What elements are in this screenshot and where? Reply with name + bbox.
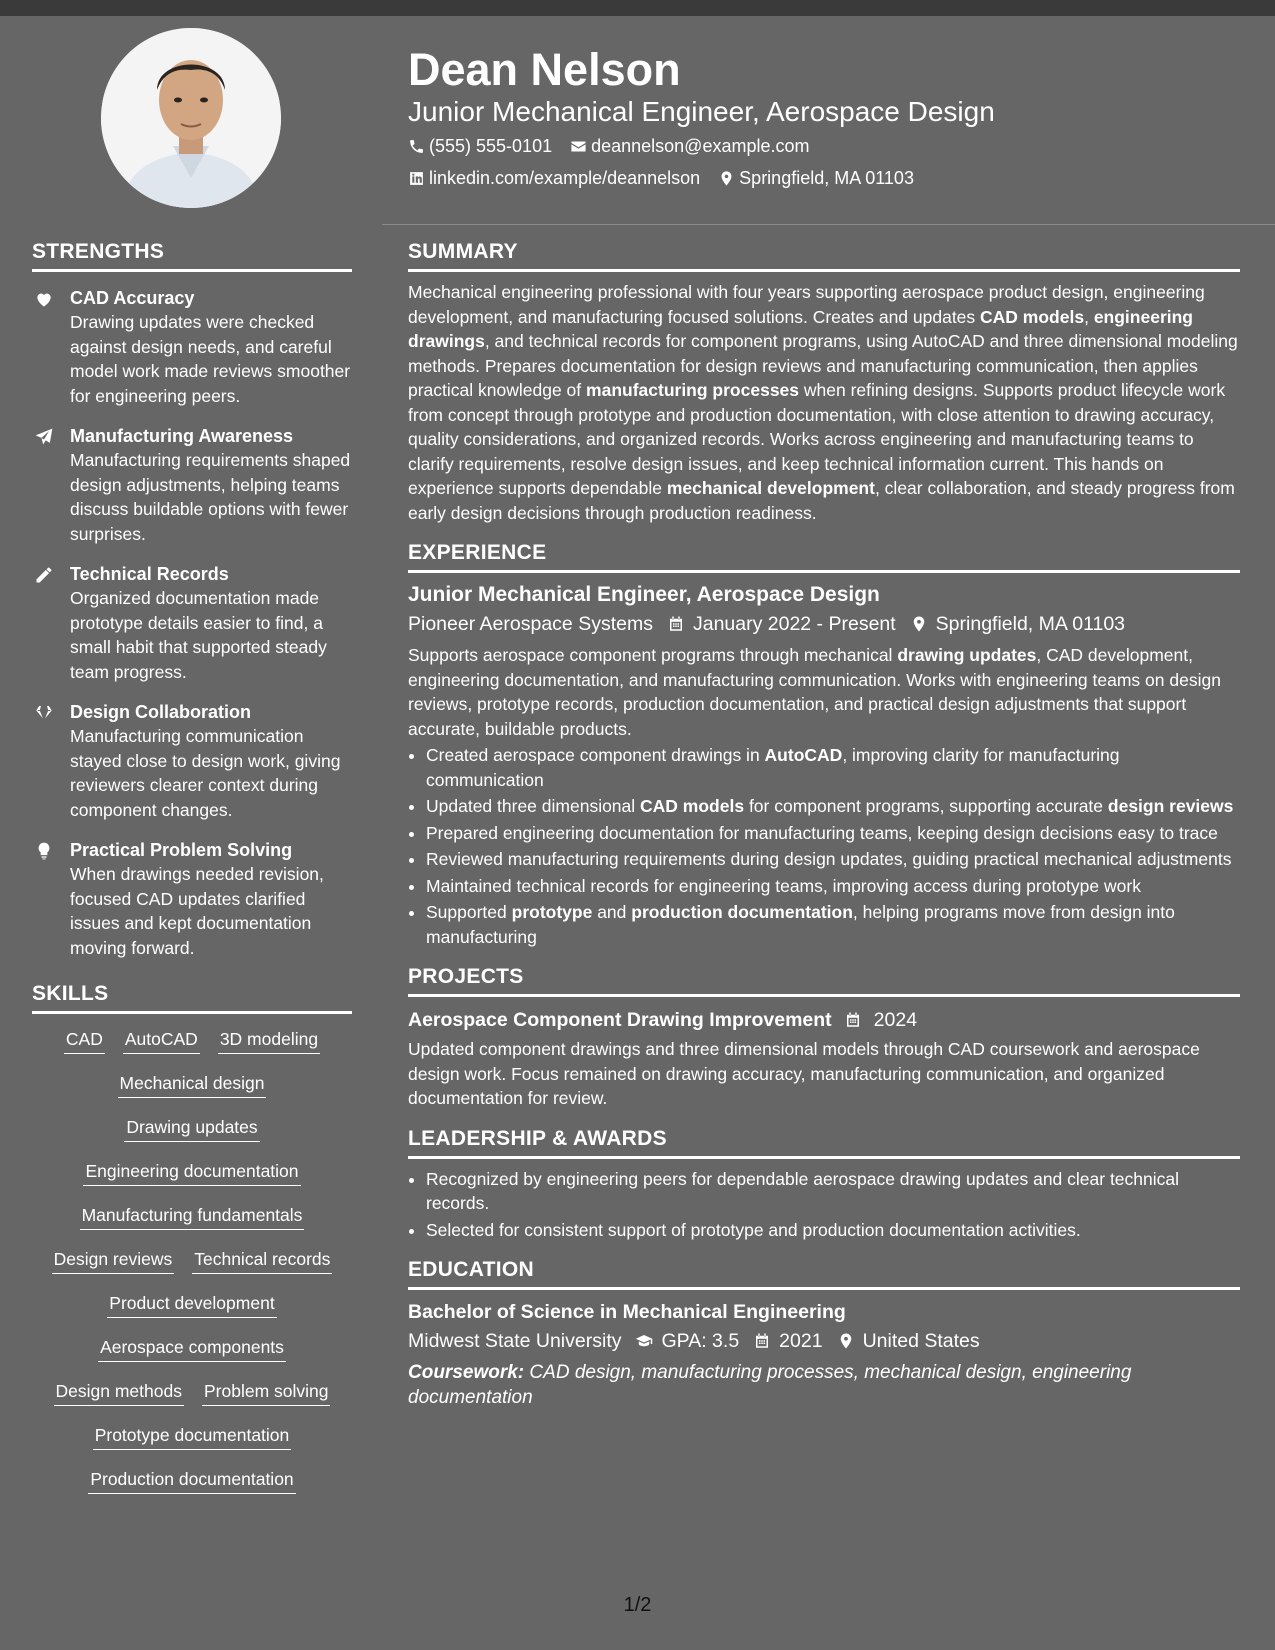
skill-tag: Aerospace components [98,1336,286,1362]
skill-tag: Production documentation [88,1468,295,1494]
text-run: Created aerospace component drawings in [426,745,765,765]
job-bullet [426,794,1240,819]
job-meta [408,609,1240,639]
text-run: Supports aerospace component programs through mechanical [408,645,898,665]
job-dates-text: January 2022 - Present [692,613,896,635]
lightbulb-icon [34,841,54,861]
degree-title: Bachelor of Science in Mechanical Engineering [408,1301,846,1323]
strength-item [32,562,352,684]
job-company [408,609,653,639]
location-text: Springfield, MA 01103 [739,168,914,188]
project-desc: Updated component drawings and three dimensional models through CAD coursework and aerospace design work. Focus remained on drawing accuracy, manufacturing communication, and organized documentation for review. [408,1039,1200,1108]
skill-tag: CAD [64,1028,105,1054]
strength-item [32,286,352,408]
job-dates [667,609,896,639]
strength-icon-wrap [32,562,70,684]
skill-tag: Mechanical design [118,1072,267,1098]
bold-text: production documentation [631,902,853,922]
skill-row [32,1468,352,1494]
skill-tag: Prototype documentation [93,1424,292,1450]
text-run: Reviewed manufacturing requirements during design updates, guiding practical mechanical adjustments [426,849,1232,869]
gpa-text: GPA: 3.5 [661,1330,740,1352]
skill-row [32,1380,352,1406]
bold-text: drawing updates [897,645,1037,665]
projects-heading: PROJECTS [408,965,1240,997]
linkedin-text[interactable]: linkedin.com/example/deannelson [429,168,701,188]
strength-desc: Drawing updates were checked against design needs, and careful model work made reviews smoother for engineering peers. [70,312,351,406]
skill-row [32,1072,352,1098]
summary-text [408,280,1240,525]
heart-icon [34,289,54,309]
education-heading: EDUCATION [408,1258,1240,1290]
linkedin-icon [408,170,425,187]
skills-heading: SKILLS [32,982,352,1014]
leadership-section [408,1127,1240,1243]
skill-tag: Technical records [192,1248,332,1274]
candidate-title: Junior Mechanical Engineer, Aerospace Design [408,96,995,127]
job-bullet [426,847,1240,872]
job-location [910,609,1125,639]
leadership-heading: LEADERSHIP & AWARDS [408,1127,1240,1159]
bold-text: AutoCAD [764,745,843,765]
map-pin-icon [837,1332,855,1350]
leadership-list [408,1167,1240,1243]
strength-title: Practical Problem Solving [70,840,293,860]
coursework-label: Coursework: [408,1362,525,1383]
phone-text[interactable]: (555) 555-0101 [429,136,553,156]
bold-text: design reviews [1107,796,1234,816]
job-bullets [408,743,1240,949]
grad-year [753,1326,822,1356]
education-meta [408,1326,1240,1356]
experience-section [408,541,1240,949]
text-run: , and technical records for component programs, using AutoCAD and three dimensional modeling methods. Prepares documentation for design reviews and manufacturing communication, then applies practical knowledge of [408,331,1238,400]
grad-year-text: 2021 [779,1330,823,1352]
strength-desc: Manufacturing communication stayed close to design work, giving reviewers clearer context during component changes. [70,726,341,820]
strength-icon-wrap [32,700,70,822]
text-run: for component programs, supporting accurate [744,796,1108,816]
text-run: Prepared engineering documentation for manufacturing teams, keeping design decisions easy to trace [426,822,1218,843]
job-bullet [426,874,1240,899]
phone-item [408,134,552,158]
text-run: , [1084,306,1094,327]
skill-tag: Design methods [54,1380,184,1406]
skill-tag: Problem solving [202,1380,331,1406]
location-item [718,166,914,190]
skill-row [32,1424,352,1450]
map-pin-icon [718,170,735,187]
skill-tag: Engineering documentation [83,1160,300,1186]
skill-tag: 3D modeling [218,1028,320,1054]
strength-desc: When drawings needed revision, focused CAD updates clarified issues and kept documentation moving forward. [70,864,324,958]
calendar-icon [844,1011,862,1029]
coursework [408,1360,1240,1410]
skill-row [32,1336,352,1362]
strength-title: CAD Accuracy [70,288,195,308]
candidate-name: Dean Nelson [408,44,681,95]
strength-title: Design Collaboration [70,702,252,722]
skill-tag: AutoCAD [123,1028,200,1054]
bold-text: mechanical development [666,478,875,498]
strength-body [70,838,352,960]
strength-body [70,424,352,546]
project-year: 2024 [873,1009,918,1031]
text-run: , clear collaboration, and steady progress from early design decisions through production readiness. [408,478,1235,523]
contact-row-1 [408,134,810,158]
skill-row [32,1204,352,1230]
skill-tag: Design reviews [52,1248,175,1274]
strength-title: Manufacturing Awareness [70,426,294,446]
strengths-heading: STRENGTHS [32,240,352,272]
education-location [837,1326,980,1356]
leadership-item: • Recognized by engineering peers for dependable aerospace drawing updates and clear technical records. [426,1167,1240,1216]
school [408,1326,621,1356]
text-run: , improving clarity for manufacturing communication [426,745,1120,790]
job-bullet [426,821,1240,846]
project-title: Aerospace Component Drawing Improvement [408,1009,832,1031]
skills-list [32,1028,352,1494]
skill-tag: Drawing updates [124,1116,259,1142]
experience-heading: EXPERIENCE [408,541,1240,573]
job-role: Junior Mechanical Engineer, Aerospace Design [408,583,880,606]
job-location-text: Springfield, MA 01103 [935,613,1126,635]
projects-section [408,965,1240,1111]
envelope-icon [570,138,587,155]
education-country: United States [862,1330,980,1352]
bold-text: CAD models [640,796,745,816]
bold-text: prototype [511,902,593,922]
strength-body [70,562,352,684]
skill-tag: Manufacturing fundamentals [80,1204,305,1230]
calendar-icon [753,1332,771,1350]
school-name: Midwest State University [408,1330,622,1352]
diamond-icon [34,703,54,723]
linkedin-item [408,166,700,190]
summary-section [408,240,1240,525]
skill-row [32,1028,352,1054]
education-section [408,1258,1240,1410]
skill-tag: Product development [107,1292,276,1318]
page-indicator: 1/2 [623,1594,652,1616]
text-run: when refining designs. Supports product lifecycle work from concept through prototype and production documentation, with close attention to drawing accuracy, quality considerations, and organized records. Works across engineering and manufacturing teams to clarify requirements, resolve design issues, and keep technical information current. This hands on experience supports dependable [408,380,1226,498]
gpa [635,1326,739,1356]
email-text[interactable]: deannelson@example.com [591,136,810,156]
top-bar [0,0,1275,16]
skill-row [32,1116,352,1142]
email-item [570,134,809,158]
text-run: Updated three dimensional [426,796,641,816]
company-name: Pioneer Aerospace Systems [408,613,653,635]
header-divider [382,224,1275,225]
strength-icon-wrap [32,838,70,960]
text-run: Maintained technical records for engineering teams, improving access during prototype work [426,875,1141,896]
graduation-cap-icon [635,1332,653,1350]
strength-icon-wrap [32,424,70,546]
coursework-text: CAD design, manufacturing processes, mechanical design, engineering documentation [408,1362,1132,1408]
paper-plane-icon [34,427,54,447]
text-run: , helping programs move from design into manufacturing [426,902,1175,947]
main-column [408,240,1240,1426]
bold-text: CAD models [980,306,1085,327]
strength-desc: Manufacturing requirements shaped design adjustments, helping teams discuss buildable options with fewer surprises. [70,450,351,544]
calendar-icon [667,615,685,633]
strengths-list [32,286,352,960]
profile-photo [101,28,281,208]
strength-item [32,700,352,822]
bold-text: manufacturing processes [586,380,800,400]
contact-row-2 [408,166,914,190]
text-run: Supported [426,902,512,922]
strength-item [32,424,352,546]
text-run: Mechanical engineering professional with four years supporting aerospace product design, engineering development, and manufacturing focused solutions. Creates and updates [408,282,1205,327]
left-column [32,240,352,1512]
phone-icon [408,138,425,155]
strength-body [70,700,352,822]
summary-heading: SUMMARY [408,240,1240,272]
strength-body [70,286,352,408]
leadership-item: • Selected for consistent support of prototype and production documentation activities. [426,1218,1240,1243]
skill-row [32,1248,352,1274]
job-bullet [426,900,1240,949]
job-bullet [426,743,1240,792]
job-intro [408,643,1240,741]
project-header [408,1005,1240,1035]
bold-text: engineering drawings [408,306,1193,351]
strength-desc: Organized documentation made prototype details easier to find, a small habit that supported steady team progress. [70,588,327,682]
strength-icon-wrap [32,286,70,408]
strength-title: Technical Records [70,564,229,584]
map-pin-icon [910,615,928,633]
skill-row [32,1160,352,1186]
text-run: , CAD development, engineering documentation, and manufacturing communication. Works with engineering teams on design reviews, prototype records, production documentation, and practical design adjustments that support accurate, buildable products. [408,645,1221,739]
pencil-icon [34,565,54,585]
text-run: and [592,902,632,922]
strength-item [32,838,352,960]
skill-row [32,1292,352,1318]
